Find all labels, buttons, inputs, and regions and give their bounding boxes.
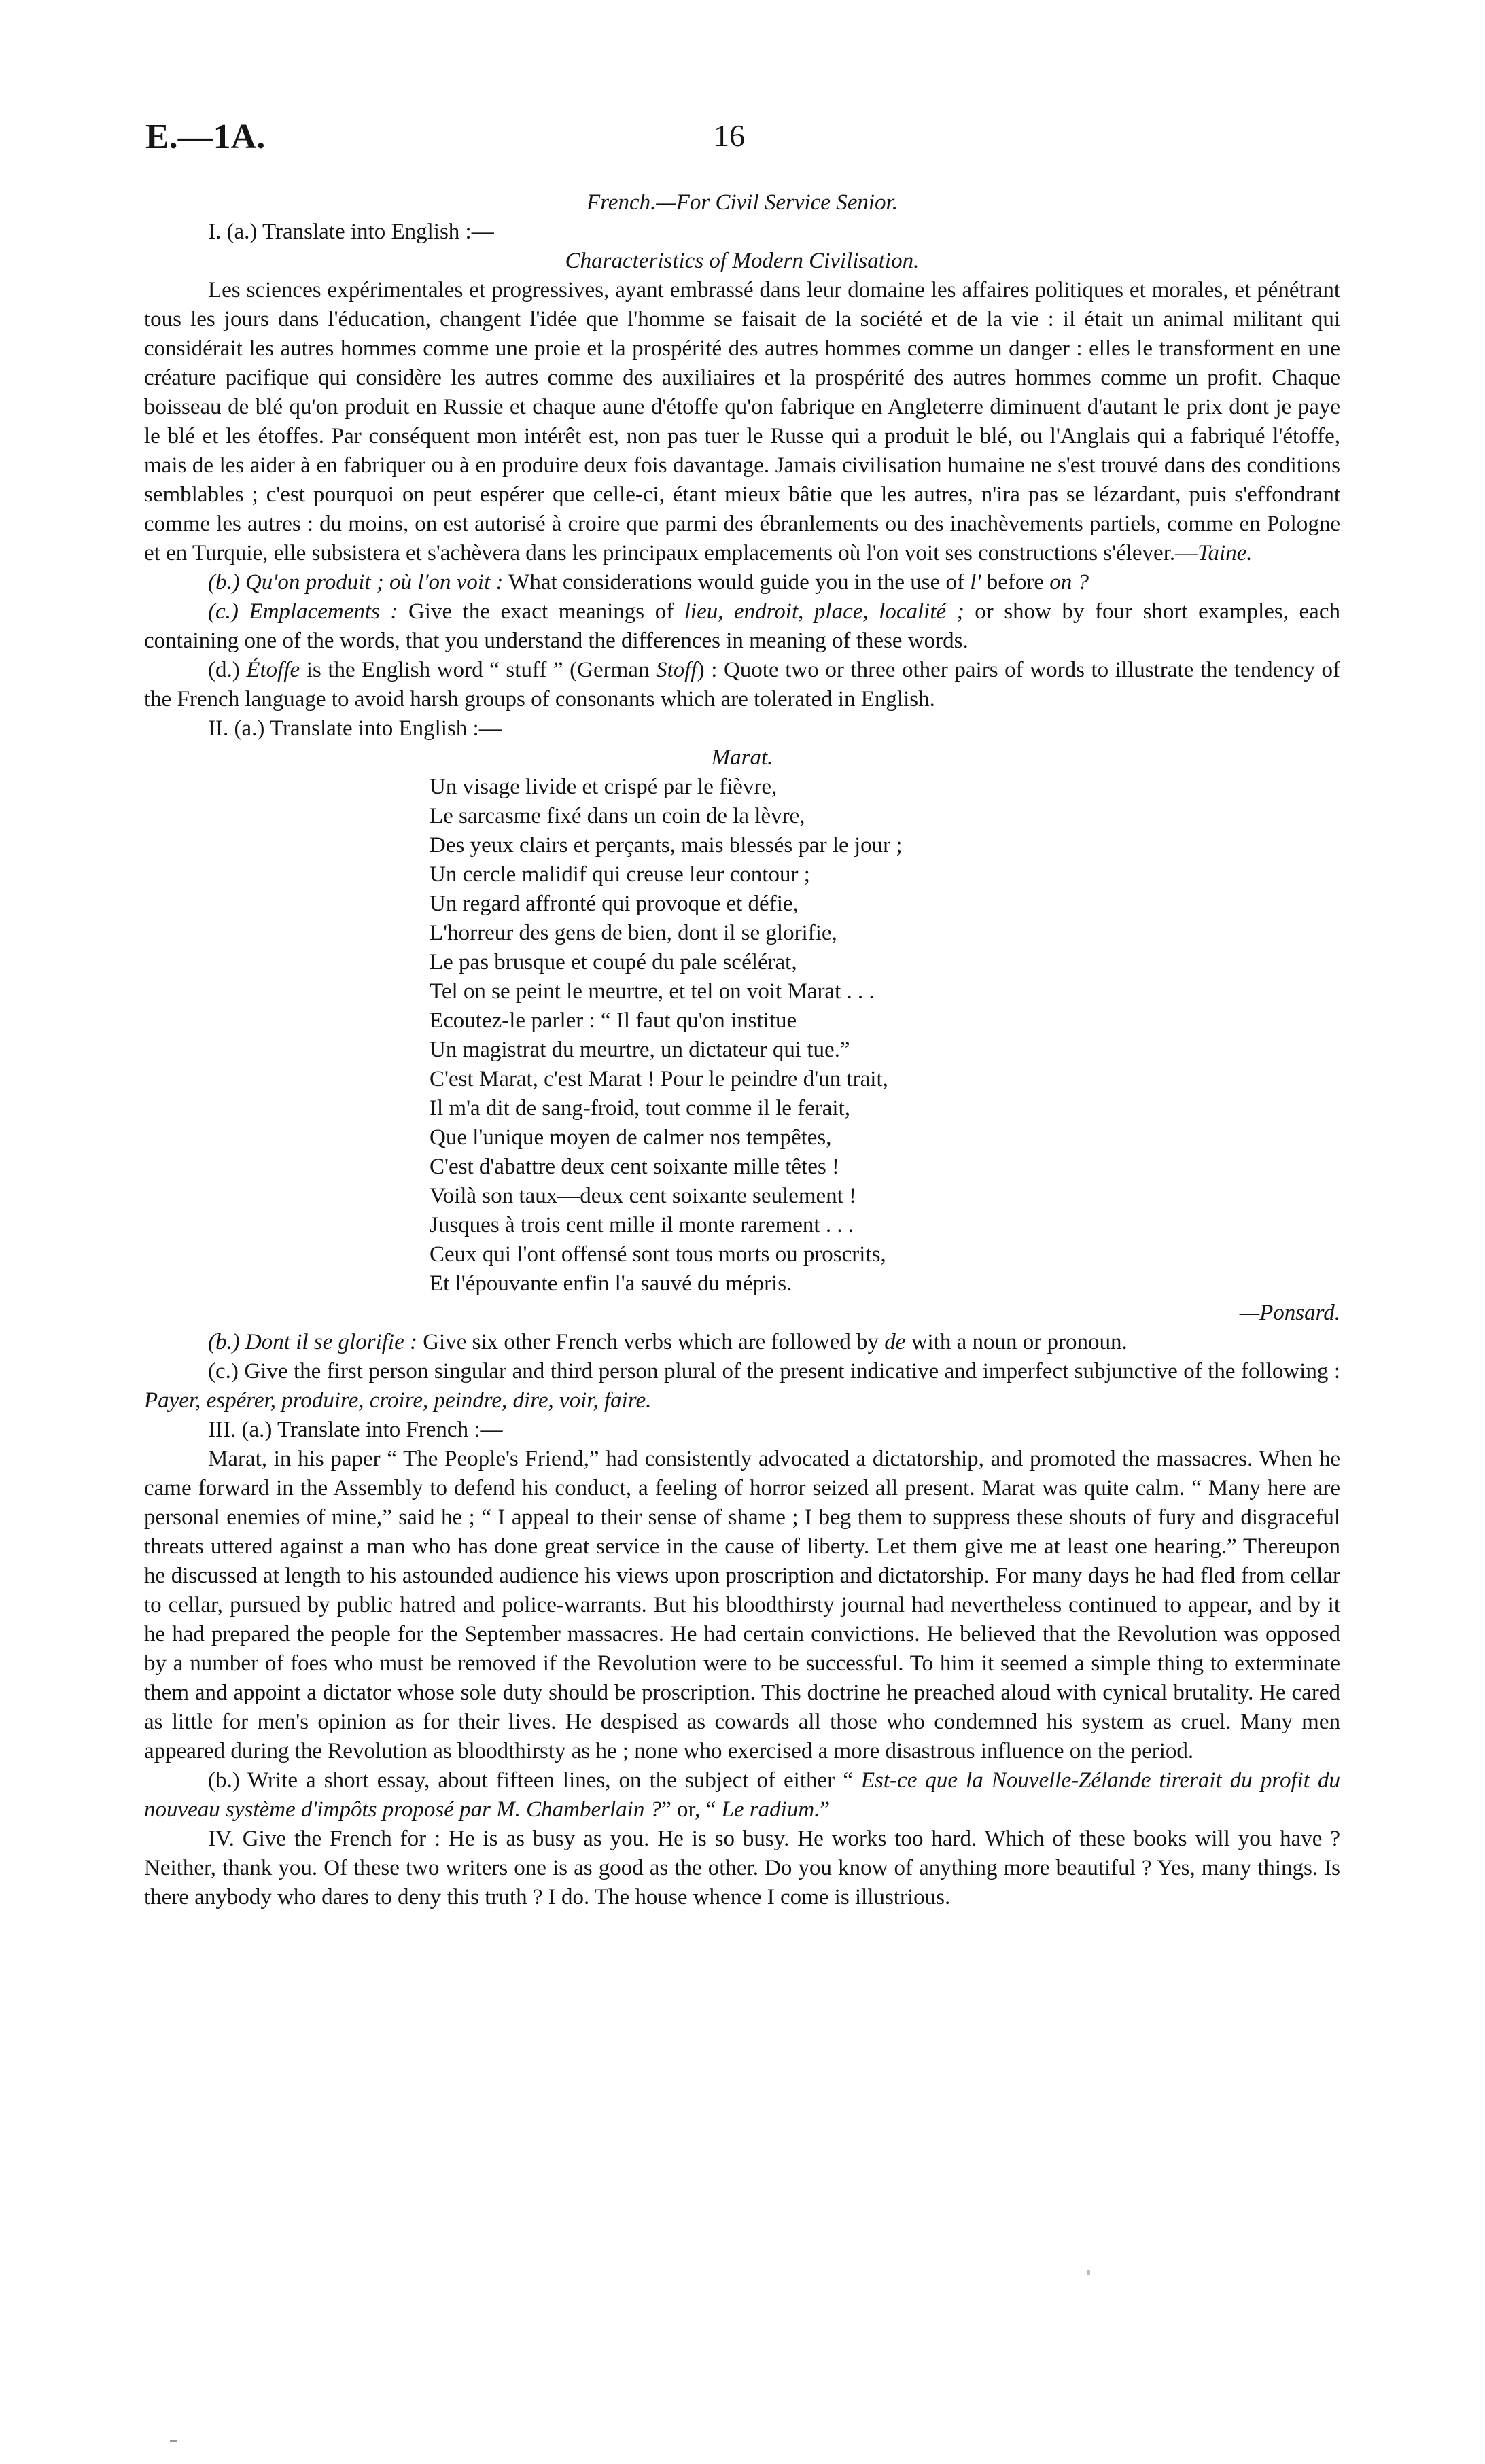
q3-passage: Marat, in his paper “ The People's Friend,” had consistently advocated a dictatorship, and promoted the massacres. When he came forward in the Assembly to defend his conduct, a feeling of horror seized all present. Marat was quite calm. “ Many here are personal enemies of mine,” said he ; “ I appeal to their sense of shame ; I beg them to suppress these shouts of fury and disgraceful threats uttered against a man who has done great service in the cause of liberty. Let them give me at least one hearing.” Thereupon he discussed at length to his astounded audience his views upon proscription and dictatorship. For many days he had fled from cellar to cellar, pursued by public hatred and police-warrants. But his bloodthirsty journal had nevertheless continued to appear, and by it he had prepared the people for the September massacres. He had certain convictions. He believed that the Revolution was opposed by a number of foes who must be removed if the Revolution were to be successful. To him it seemed a simple thing to exterminate them and appoint a dictator whose sole duty should be proscription. This doctrine he preached aloud with cynical brutality. He cared as little for men's opinion as for their lives. He despised as cowards all those who condemned his system as cruel. Many men appeared during the Revolution as bloodthirsty as he ; none who exercised a more disastrous influence on the period. (144, 1447, 1340, 1763)
poem-line: Un visage livide et crispé par le fièvre, (430, 775, 778, 799)
poem-author: —Ponsard. (1239, 1301, 1340, 1325)
q2-b-de: de (884, 1330, 906, 1354)
q1-c-label: (c.) Emplacements : (208, 599, 398, 624)
q2-c-verbs: Payer, espérer, produire, croire, peindre, dire, voir, faire. (144, 1388, 652, 1413)
q3-b (144, 1766, 1340, 1825)
document-reference: E.—1A. (145, 118, 266, 156)
q2-b-text1: Give six other French verbs which are followed by (417, 1330, 885, 1354)
q1-b-label: (b.) Qu'on produit ; où l'on voit : (208, 570, 504, 595)
poem-line: Des yeux clairs et perçants, mais blessés par le jour ; (430, 833, 903, 858)
q2-c-text: (c.) Give the first person singular and third person plural of the present indicative and imperfect subjunctive of the following : (208, 1359, 1340, 1384)
q1-d-etoffe: Étoffe (246, 658, 300, 682)
poem-line: Un magistrat du meurtre, un dictateur qui tue.” (430, 1038, 850, 1062)
poem-line: C'est d'abattre deux cent soixante mille têtes ! (430, 1155, 839, 1179)
q3-b-text1: (b.) Write a short essay, about fifteen lines, on the subject of either “ (208, 1768, 861, 1793)
q1-passage (144, 276, 1340, 568)
q1-d-stoff: Stoff (656, 658, 697, 682)
q1-passage-author: Taine. (1198, 541, 1253, 565)
q1-b (144, 568, 1340, 597)
poem-line: C'est Marat, c'est Marat ! Pour le peindre d'un trait, (430, 1067, 888, 1091)
poem-line: Un regard affronté qui provoque et défie, (430, 892, 799, 916)
poem-line: Le pas brusque et coupé du pale scélérat, (430, 950, 797, 974)
q1-b-text2: before (981, 570, 1050, 595)
poem-title: Marat. (711, 745, 773, 770)
poem-line: Que l'unique moyen de calmer nos tempêtes, (430, 1125, 832, 1150)
q2-a-instruction: II. (a.) Translate into English :— (208, 716, 502, 741)
poem-line: Jusques à trois cent mille il monte rarement . . . (430, 1213, 854, 1237)
section-title: French.—For Civil Service Senior. (587, 190, 898, 215)
q4: IV. Give the French for : He is as busy as you. He is so busy. He works too hard. Which of these books will you have ? Neither, thank you. Of these two writers one is as good as the other. Do you know of anything more beautiful ? Yes, many things. Is there anybody who dares to deny this truth ? I do. The house whence I come is illustrious. (144, 1827, 1340, 1909)
scan-speck (170, 2440, 177, 2442)
q1-d-text2: ) : Quote two or three other pairs of words to illustrate the tendency of the French language to avoid harsh groups of consonants which are tolerated in English. (144, 658, 1340, 711)
q3-b-topic2: Le radium. (721, 1797, 820, 1822)
q1-passage-title: Characteristics of Modern Civilisation. (565, 249, 920, 273)
poem-line: Tel on se peint le meurtre, et tel on voit Marat . . . (430, 979, 875, 1004)
q3-b-text2: ” or, “ (661, 1797, 722, 1822)
q3-a-instruction: III. (a.) Translate into French :— (208, 1418, 503, 1442)
poem-line: Le sarcasme fixé dans un coin de la lèvre, (430, 804, 805, 828)
q1-b-text: What considerations would guide you in the use of (503, 570, 971, 595)
q1-b-l: l' (970, 570, 981, 595)
poem (430, 773, 1340, 1299)
page-number: 16 (714, 118, 745, 153)
q1-c (144, 597, 1340, 656)
q2-c (144, 1357, 1340, 1415)
poem-line: Et l'épouvante enfin l'a sauvé du mépris. (430, 1271, 792, 1296)
q2-b-label: (b.) Dont il se glorifie : (208, 1330, 417, 1354)
q1-b-on: on ? (1049, 570, 1089, 595)
poem-line: Ecoutez-le parler : “ Il faut qu'on institue (430, 1008, 797, 1033)
q2-b (144, 1328, 1340, 1357)
q1-d-prefix: (d.) (208, 658, 247, 682)
q2-b-text2: with a noun or pronoun. (905, 1330, 1128, 1354)
scan-speck (1087, 2270, 1090, 2275)
q1-passage-text: Les sciences expérimentales et progressives, ayant embrassé dans leur domaine les affaires politiques et morales, et pénétrant tous les jours dans l'éducation, changent l'idée que l'homme se faisait de la société et de la vie : il était un animal militant qui considérait les autres hommes comme une proie et la prospérité des autres hommes comme un danger : elles le transforment en une créature pacifique qui considère les autres comme des auxiliaires et la prospérité des autres hommes comme un profit. Chaque boisseau de blé qu'on produit en Russie et chaque aune d'étoffe qu'on fabrique en Angleterre diminuent d'autant le prix dont je paye le blé et les étoffes. Par conséquent mon intérêt est, non pas tuer le Russe qui a produit le blé, ou l'Anglais qui a fabriqué l'étoffe, mais de les aider à en fabriquer ou à en produire deux fois davantage. Jamais civilisation humaine ne s'est trouvé dans des conditions semblables ; c'est pourquoi on peut espérer que celle-ci, étant mieux bâtie que les autres, n'ira pas se lézardant, puis s'effondrant comme les autres : du moins, on est autorisé à croire que parmi des ébranlements ou des inachèvements partiels, comme en Pologne et en Turquie, elle subsistera et s'achèvera dans les principaux emplacements où l'on voit ses constructions s'élever.— (144, 278, 1340, 565)
q1-d (144, 656, 1340, 714)
poem-line: Voilà son taux—deux cent soixante seulement ! (430, 1184, 857, 1208)
q1-c-words: lieu, endroit, place, localité ; (684, 599, 964, 624)
poem-line: L'horreur des gens de bien, dont il se glorifie, (430, 921, 837, 945)
poem-line: Il m'a dit de sang-froid, tout comme il le ferait, (430, 1096, 851, 1121)
q1-c-text1: Give the exact meanings of (398, 599, 684, 624)
q1-d-text1: is the English word “ stuff ” (German (300, 658, 657, 682)
q3-b-text3: ” (820, 1797, 831, 1822)
poem-line: Un cercle malidif qui creuse leur contour ; (430, 862, 810, 887)
exam-body (144, 188, 1340, 1912)
q3-b-topic1: Est-ce que la Nouvelle-Zélande tirerait du profit du nouveau système d'impôts proposé par M. Chamberlain ? (144, 1768, 1340, 1822)
q1-c-text2: or show by four short examples, each containing one of the words, that you understand the differences in meaning of these words. (144, 599, 1340, 653)
q1-a-instruction: I. (a.) Translate into English :— (208, 219, 494, 244)
poem-line: Ceux qui l'ont offensé sont tous morts ou proscrits, (430, 1242, 886, 1267)
